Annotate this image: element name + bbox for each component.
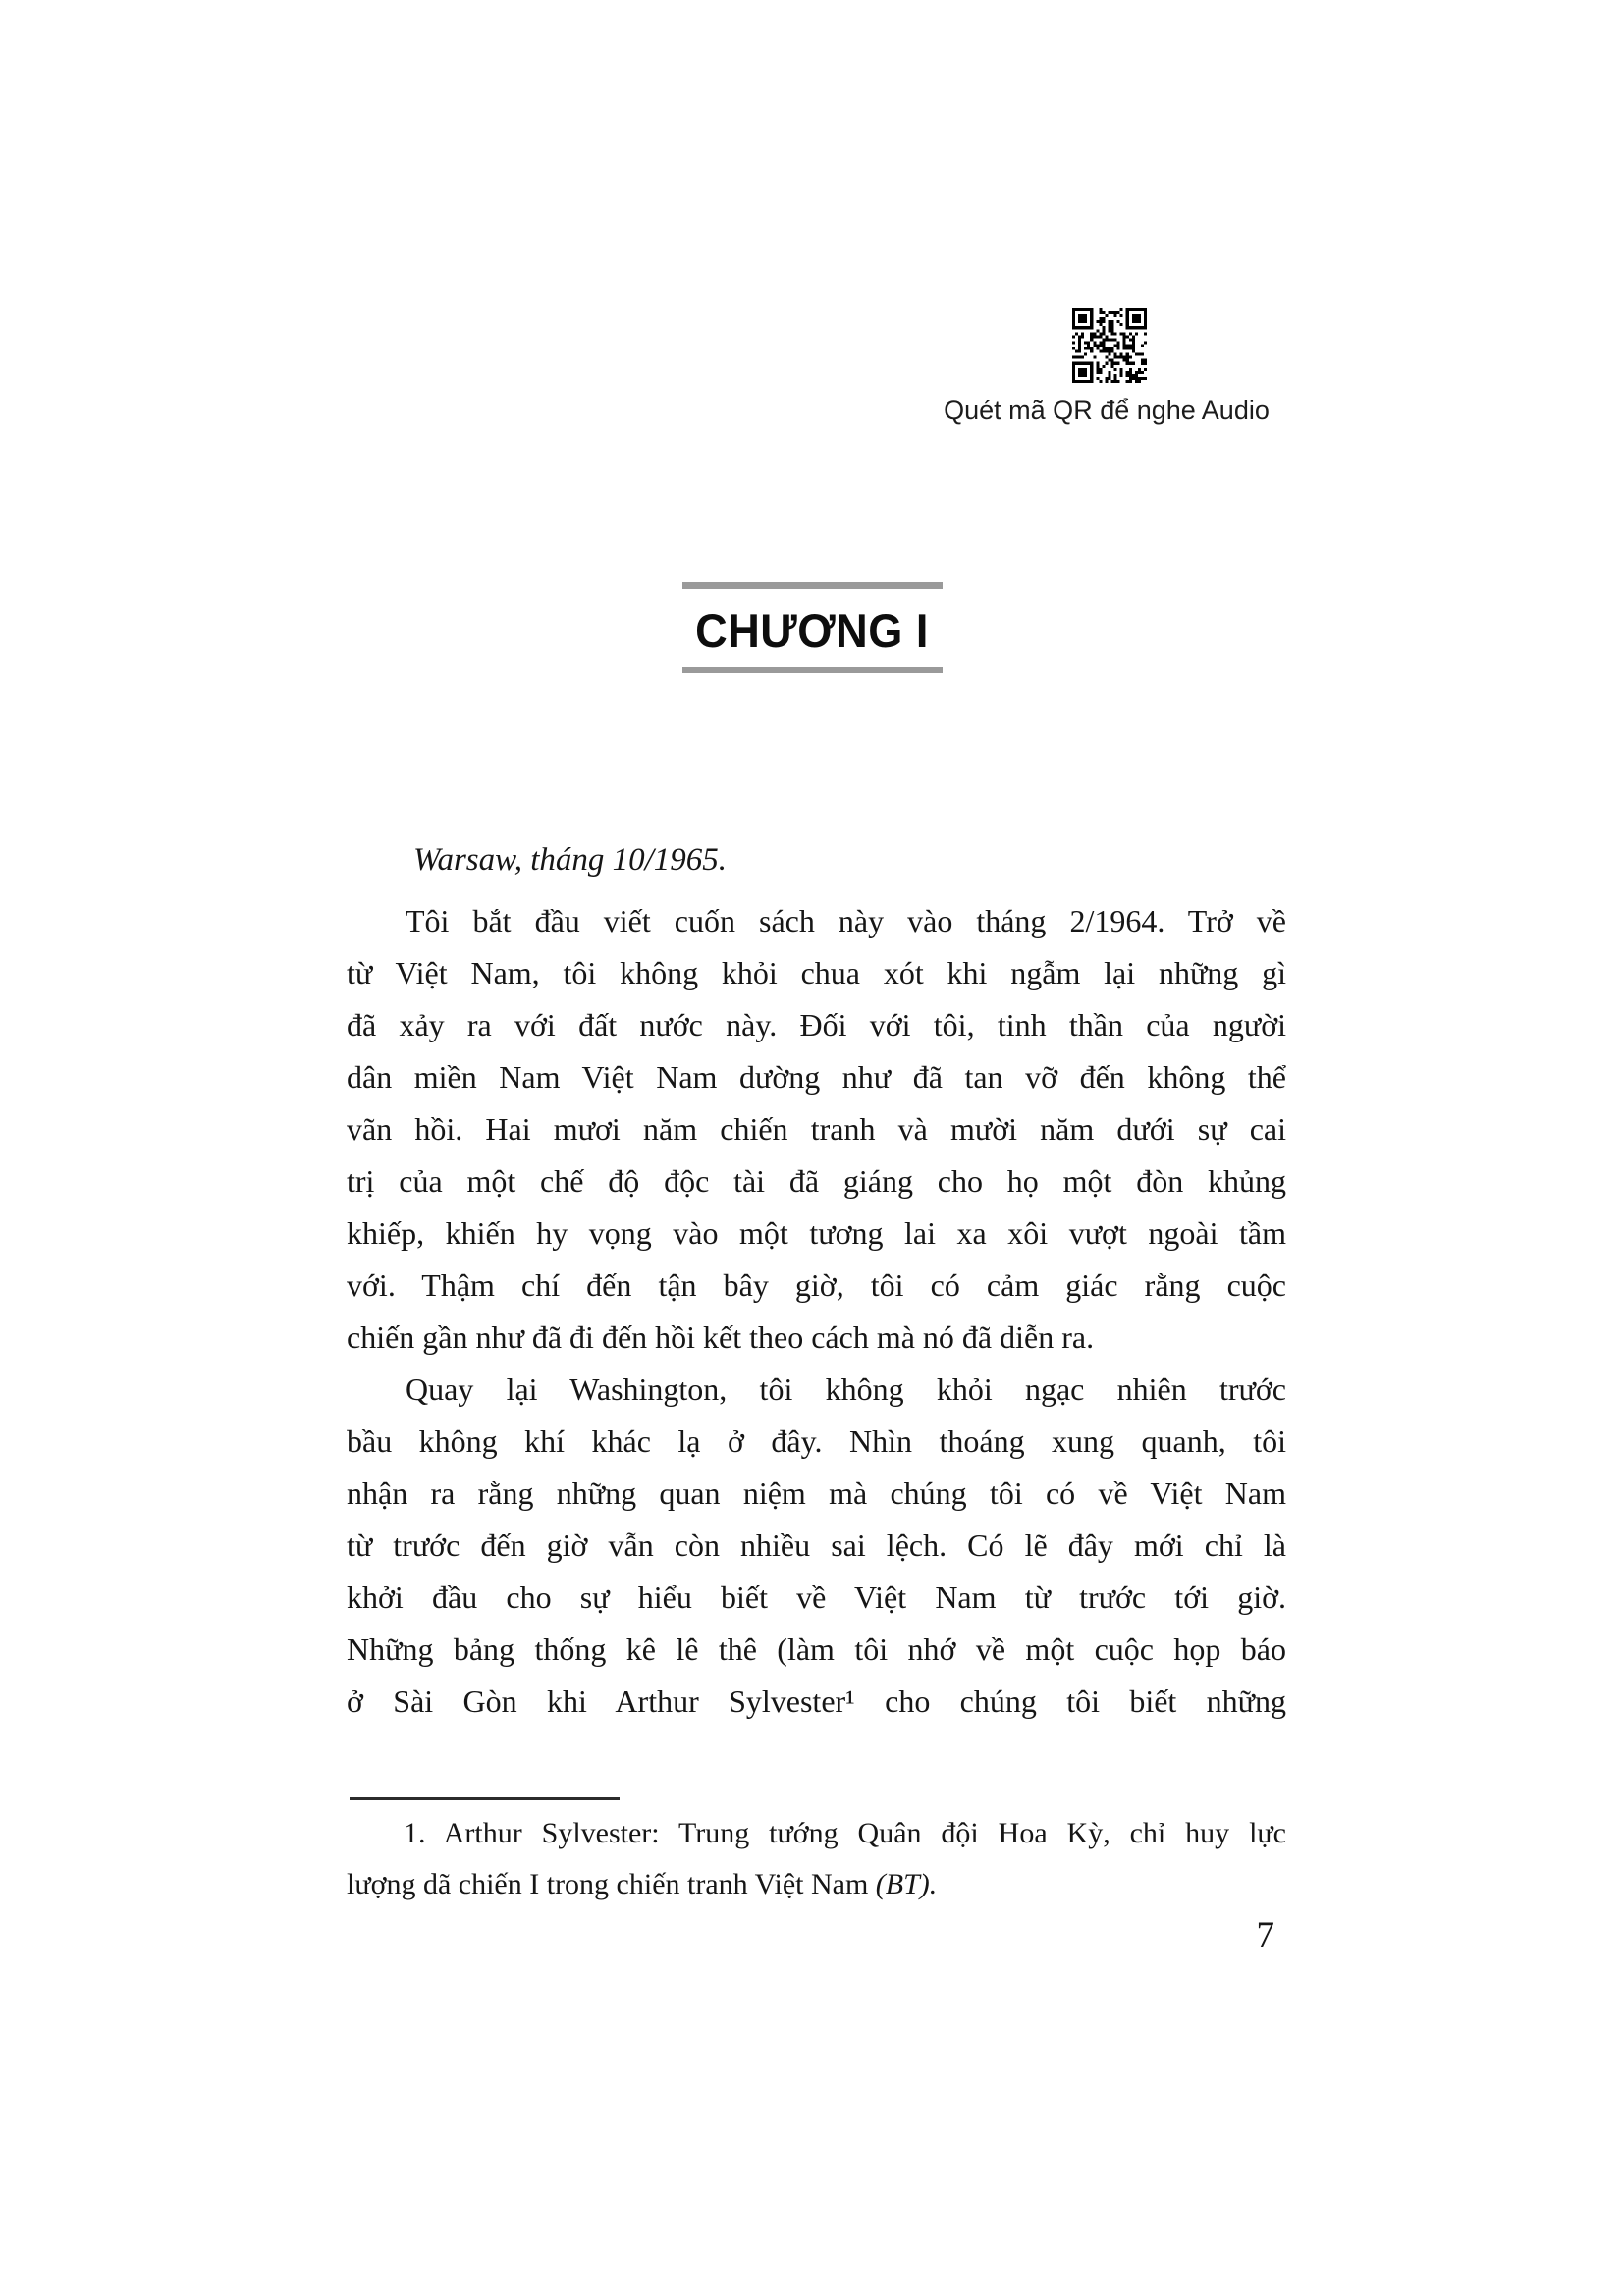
footnote — [347, 1808, 1286, 1910]
text-line: khởi đầu cho sự hiểu biết về Việt Nam từ trước tới giờ. — [347, 1579, 1286, 1615]
chapter-title: CHƯƠNG I — [695, 605, 929, 657]
chapter-rule-top — [682, 582, 943, 589]
text-line: chiến gần như đã đi đến hồi kết theo cách mà nó đã diễn ra. — [347, 1319, 1095, 1355]
text-line: từ trước đến giờ vẫn còn nhiều sai lệch. Có lẽ đây mới chỉ là — [347, 1527, 1286, 1563]
body-text — [347, 895, 1286, 1728]
text-line: dân miền Nam Việt Nam dường như đã tan vỡ đến không thể — [347, 1059, 1286, 1095]
text-line: từ Việt Nam, tôi không khỏi chua xót khi ngẫm lại những gì — [347, 955, 1286, 990]
page-number: 7 — [1256, 1915, 1274, 1955]
footnote-italic-abbrev: (BT). — [875, 1868, 938, 1900]
qr-caption: Quét mã QR để nghe Audio — [944, 396, 1270, 425]
text-line: vãn hồi. Hai mươi năm chiến tranh và mười năm dưới sự cai — [347, 1111, 1286, 1147]
text-line: với. Thậm chí đến tận bây giờ, tôi có cảm giác rằng cuộc — [347, 1267, 1286, 1303]
text-line: khiếp, khiến hy vọng vào một tương lai xa xôi vượt ngoài tầm — [347, 1215, 1286, 1251]
text-line: Những bảng thống kê lê thê (làm tôi nhớ về một cuộc họp báo — [347, 1631, 1286, 1667]
qr-code-icon — [1072, 308, 1147, 383]
text-line: đã xảy ra với đất nước này. Đối với tôi, tinh thần của người — [347, 1007, 1286, 1042]
text-line: ở Sài Gòn khi Arthur Sylvester¹ cho chúng tôi biết những — [347, 1683, 1286, 1719]
text-line: trị của một chế độ độc tài đã giáng cho họ một đòn khủng — [347, 1163, 1286, 1199]
text-line: nhận ra rằng những quan niệm mà chúng tôi có về Việt Nam — [347, 1475, 1286, 1511]
dateline: Warsaw, tháng 10/1965. — [413, 842, 728, 878]
text-line: Tôi bắt đầu viết cuốn sách này vào tháng 2/1964. Trở về — [406, 903, 1286, 938]
footnote-line: lượng dã chiến I trong chiến tranh Việt Nam (BT). — [347, 1868, 938, 1900]
chapter-rule-bottom — [682, 667, 943, 673]
footnote-rule — [350, 1797, 620, 1800]
footnote-line: 1. Arthur Sylvester: Trung tướng Quân đội Hoa Kỳ, chỉ huy lực — [404, 1817, 1286, 1849]
text-line: bầu không khí khác lạ ở đây. Nhìn thoáng xung quanh, tôi — [347, 1423, 1286, 1459]
text-line: Quay lại Washington, tôi không khỏi ngạc nhiên trước — [406, 1371, 1286, 1407]
